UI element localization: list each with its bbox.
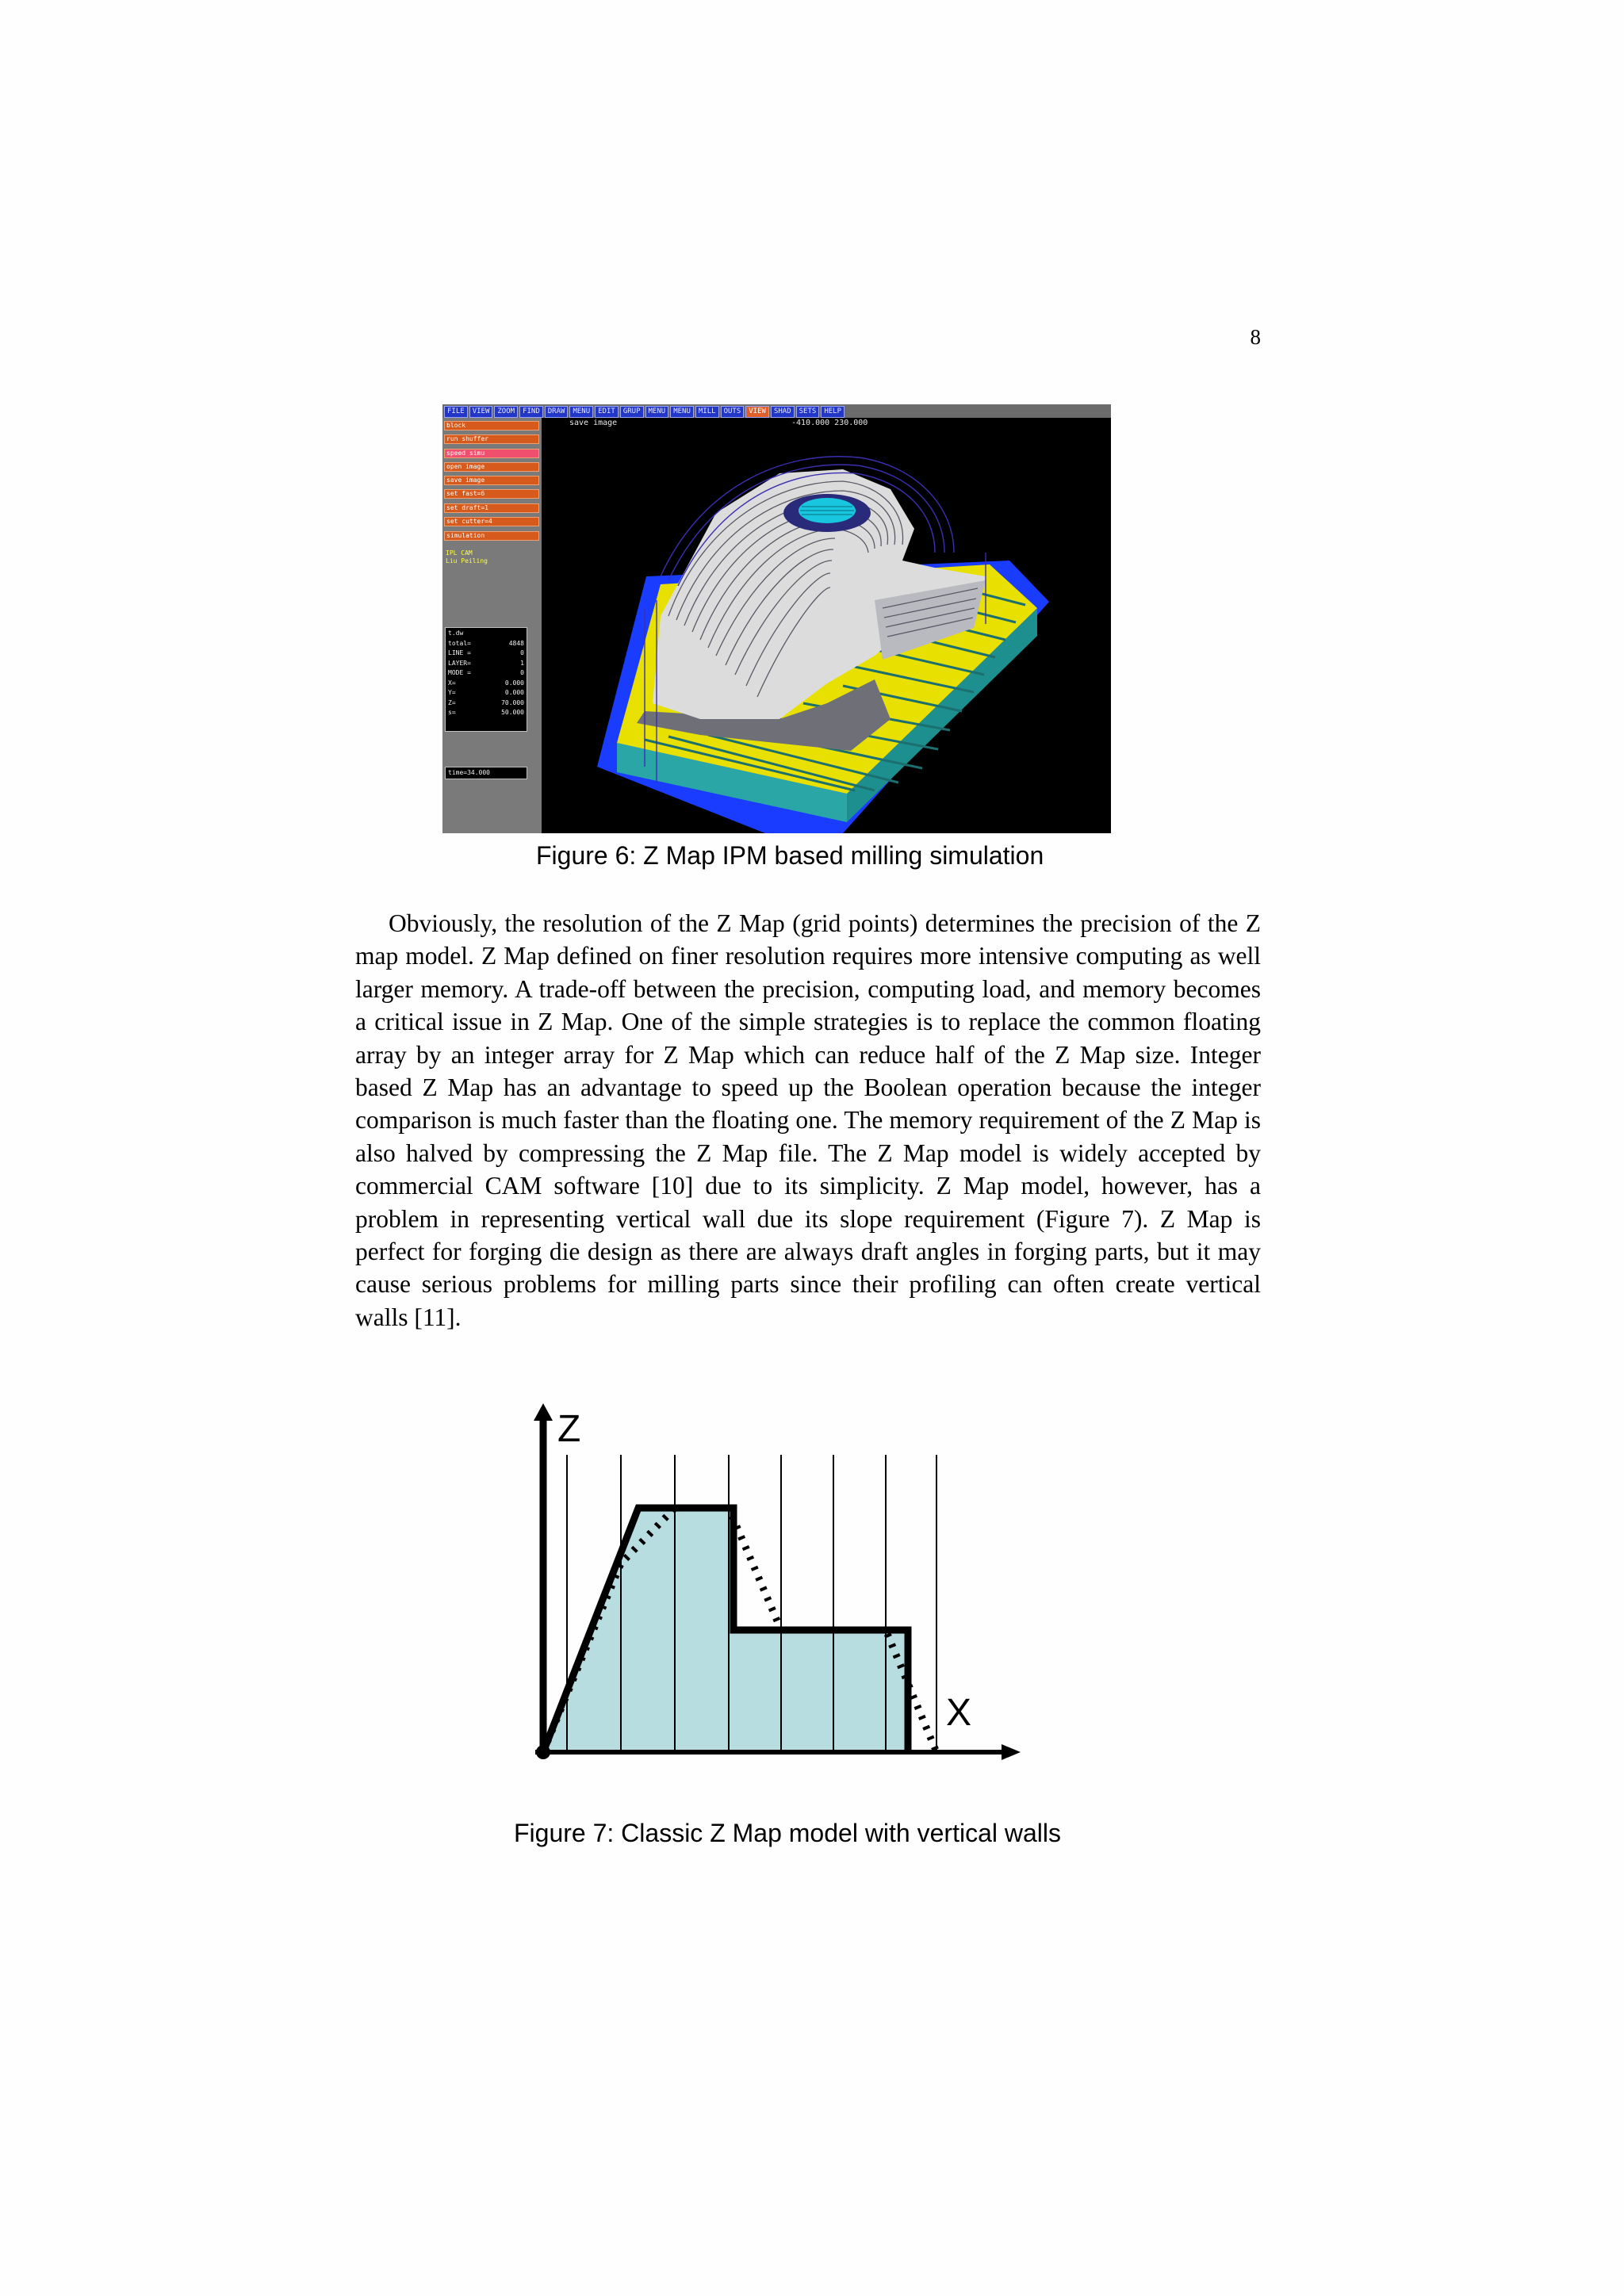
side-button-speed-simu: speed simu	[444, 449, 539, 458]
menu-item-edit: EDIT	[595, 406, 619, 418]
status-label: Z=	[448, 698, 456, 706]
figure-6-caption: Figure 6: Z Map IPM based milling simulation	[536, 841, 1044, 870]
status-file: t.dw	[448, 629, 464, 637]
figure-7-diagram	[519, 1403, 1027, 1768]
menu-item-menu: MENU	[569, 406, 593, 418]
status-label: s=	[448, 709, 456, 716]
figure-6-screenshot	[442, 404, 1111, 833]
cursor-coordinates: -410.000 230.000	[791, 419, 868, 427]
status-label: MODE =	[448, 669, 471, 676]
status-value: 0.000	[504, 679, 524, 687]
side-button-set-fast: set fast=6	[444, 489, 539, 499]
app-menu-bar	[442, 404, 1111, 418]
x-axis-label: X	[946, 1692, 972, 1734]
side-button-run-shuffer: run shuffer	[444, 434, 539, 444]
status-label: LAYER=	[448, 659, 471, 667]
status-value: 70.000	[501, 698, 524, 706]
menu-item-help: HELP	[821, 406, 845, 418]
toolbar-status-text: save image	[569, 419, 618, 427]
side-button-block: block	[444, 421, 539, 430]
side-button-simulation: simulation	[444, 531, 539, 541]
x-axis-arrow-icon	[1002, 1744, 1021, 1760]
milling-simulation-view	[542, 418, 1111, 833]
origin-dot	[536, 1745, 550, 1759]
milling-tool	[783, 494, 871, 532]
menu-item-zoom: ZOOM	[494, 406, 518, 418]
menu-item-sets: SETS	[796, 406, 820, 418]
menu-item-menu-3: MENU	[670, 406, 694, 418]
status-value: 0	[520, 669, 524, 676]
menu-item-outs: OUTS	[721, 406, 745, 418]
app-side-panel	[442, 418, 542, 833]
status-label: total=	[448, 639, 471, 647]
menu-item-find: FIND	[519, 406, 543, 418]
status-label: X=	[448, 679, 456, 687]
status-value: 0	[520, 649, 524, 656]
menu-item-menu-2: MENU	[645, 406, 669, 418]
page-number: 8	[1250, 325, 1261, 349]
credit-line-2: Liu Peiling	[446, 557, 488, 564]
menu-item-grup: GRUP	[620, 406, 644, 418]
status-value: 0.000	[504, 689, 524, 696]
credit-line-1: IPL CAM	[446, 549, 473, 557]
side-button-save-image: save image	[444, 476, 539, 485]
body-paragraph: Obviously, the resolution of the Z Map (grid points) determines the precision of the Z map model. Z Map defined on finer resolution requires more intensive computing as well larger memory. A trade-off between the precision, computing load, and memory becomes a critical issue in Z Map. One of the simple strategies is to replace the common floating array by an integer array for Z Map which can reduce half of the Z Map size. Integer based Z Map has an advantage to speed up the Boolean operation because the integer comparison is much faster than the floating one. The memory requirement of the Z Map is also halved by compressing the Z Map file. The Z Map model is widely accepted by commercial CAM software [10] due to its simplicity. Z Map model, however, has a problem in representing vertical wall due its slope requirement (Figure 7). Z Map is perfect for forging die design as there are always draft angles in forging parts, but it may cause serious problems for milling parts since their profiling can often create vertical walls [11].	[355, 909, 1261, 1331]
z-axis-arrow-icon	[534, 1403, 553, 1421]
status-label: LINE =	[448, 649, 471, 656]
status-value: 50.000	[501, 709, 524, 716]
menu-item-view-active: VIEW	[745, 406, 769, 418]
menu-item-mill: MILL	[695, 406, 719, 418]
side-button-open-image: open image	[444, 462, 539, 472]
status-readout	[445, 627, 527, 732]
menu-item-draw: DRAW	[545, 406, 569, 418]
side-button-set-cutter: set cutter=4	[444, 517, 539, 526]
status-label: Y=	[448, 689, 456, 696]
status-value: 4848	[508, 639, 524, 647]
z-axis-label: Z	[557, 1408, 581, 1450]
menu-item-view: VIEW	[469, 406, 493, 418]
menu-item-shad: SHAD	[771, 406, 795, 418]
status-value: 1	[520, 659, 524, 667]
side-button-set-draft: set draft=1	[444, 503, 539, 513]
figure-7-caption: Figure 7: Classic Z Map model with vertical walls	[514, 1819, 1061, 1847]
time-readout: time=34.000	[445, 767, 527, 779]
menu-item-file: FILE	[444, 406, 468, 418]
